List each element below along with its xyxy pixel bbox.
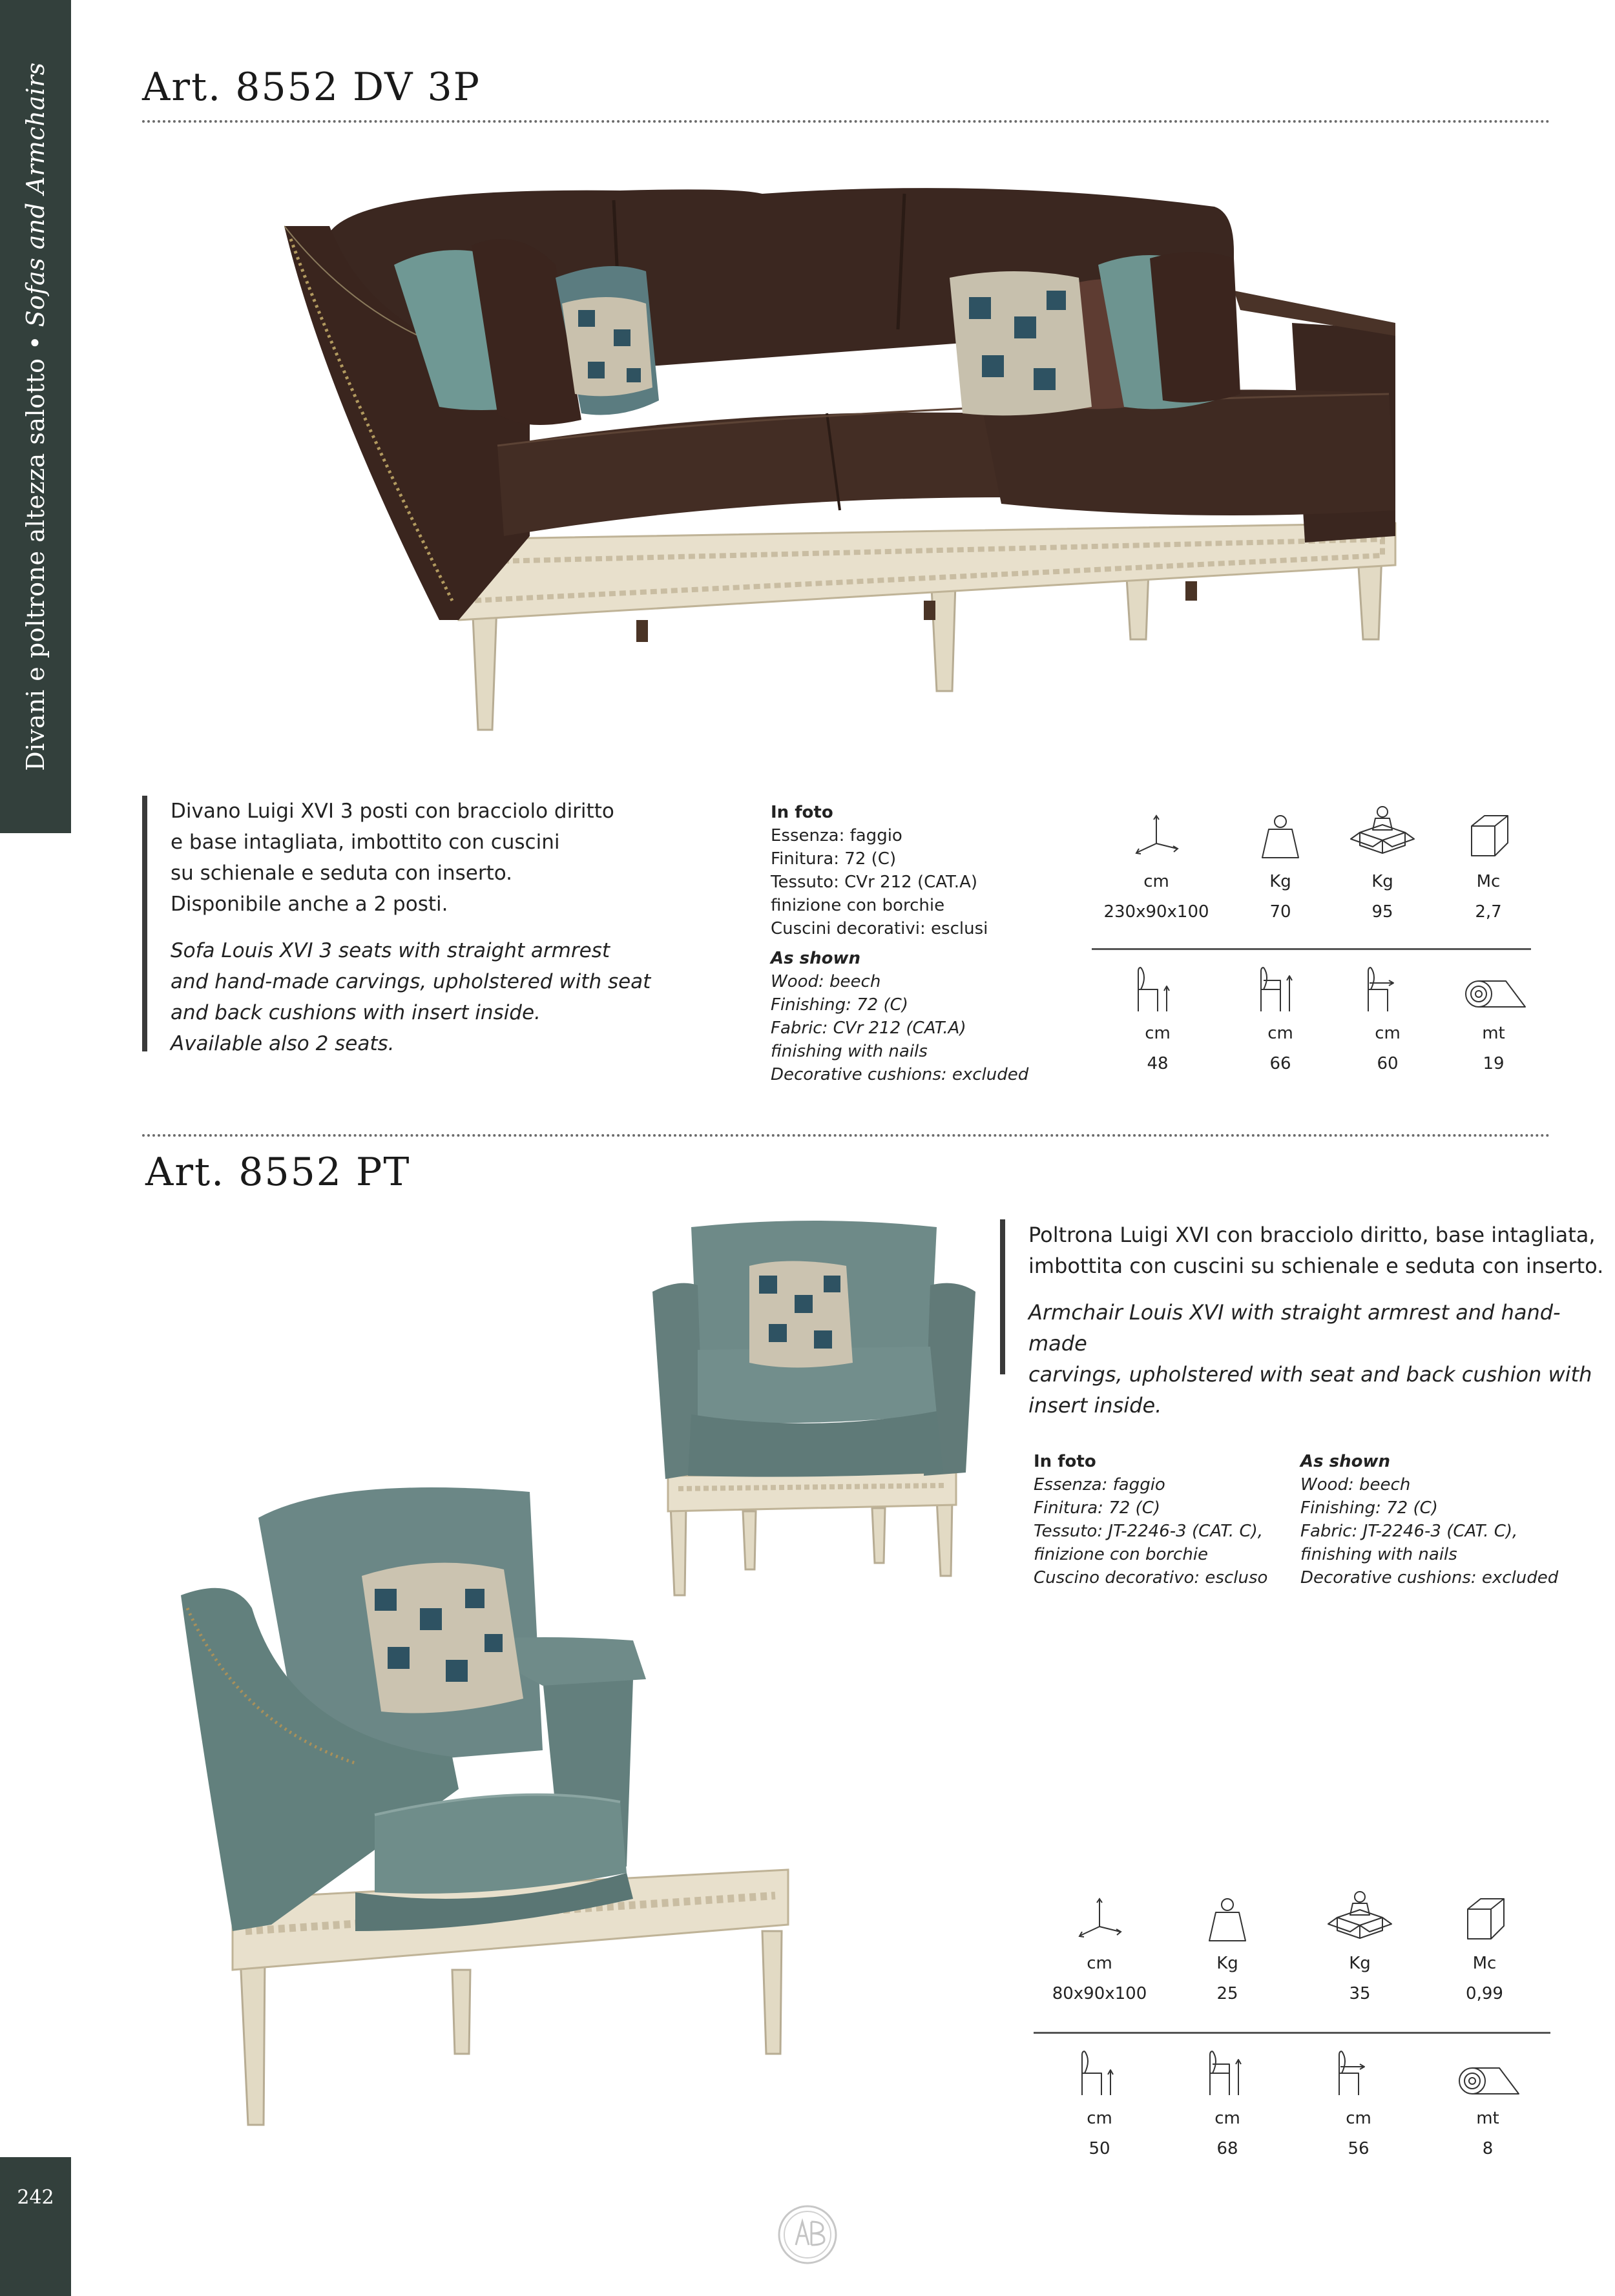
in-foto-line: Tessuto: CVr 212 (CAT.A)	[771, 873, 977, 892]
in-foto-line: Finitura: 72 (C)	[771, 849, 897, 869]
seat-depth-icon	[1362, 964, 1413, 1015]
seat-depth-icon	[1333, 2047, 1384, 2099]
in-foto-line: Cuscino decorativo: escluso	[1034, 1568, 1268, 1588]
page-number: 242	[17, 2186, 54, 2209]
as-shown-line: Wood: beech	[1300, 1475, 1411, 1494]
as-shown-line: Finishing: 72 (C)	[771, 995, 908, 1015]
spec-unit: cm	[1214, 2109, 1240, 2128]
spec-divider	[1092, 948, 1531, 950]
armchair-in-foto	[1034, 1450, 1267, 1589]
spec-unit: Kg	[1269, 872, 1291, 891]
armchair-as-shown	[1300, 1450, 1558, 1589]
net-weight-icon	[1255, 812, 1306, 864]
spec-unit: cm	[1145, 1024, 1171, 1043]
armchair-desc-it-1: Poltrona Luigi XVI con bracciolo diritto, base intagliata,	[1028, 1223, 1596, 1247]
sofa-as-shown	[771, 947, 1028, 1086]
spec-value: 70	[1269, 902, 1291, 922]
spec-unit: cm	[1143, 872, 1169, 891]
spec-unit: cm	[1267, 1024, 1293, 1043]
section-label-it: Divani e poltrone altezza salotto •	[21, 327, 50, 771]
spec-value: 50	[1089, 2139, 1110, 2158]
arm-height-icon	[1255, 964, 1306, 1015]
volume-icon	[1459, 1894, 1510, 1945]
spec-value: 8	[1482, 2139, 1494, 2158]
sofa-desc-en-1: Sofa Louis XVI 3 seats with straight armrest	[171, 939, 610, 962]
as-shown-line: Fabric: CVr 212 (CAT.A)	[771, 1019, 966, 1038]
in-foto-heading: In foto	[771, 803, 833, 822]
sofa-photo	[284, 174, 1421, 749]
volume-icon	[1463, 811, 1514, 862]
sofa-desc-en-4: Available also 2 seats.	[171, 1032, 395, 1055]
section-label-en: Sofas and Armchairs	[21, 62, 50, 327]
spec-unit: cm	[1375, 1024, 1401, 1043]
brand-seal-icon	[775, 2202, 840, 2267]
net-weight-icon	[1202, 1896, 1253, 1947]
as-shown-line: Wood: beech	[771, 972, 881, 991]
spec-unit: cm	[1087, 2109, 1112, 2128]
armchair-desc-en-1: Armchair Louis XVI with straight armrest and hand-made	[1028, 1300, 1561, 1356]
in-foto-line: Cuscini decorativi: esclusi	[771, 919, 988, 938]
as-shown-line: finishing with nails	[1300, 1545, 1457, 1564]
fabric-roll-icon	[1458, 967, 1529, 1019]
spec-unit: mt	[1476, 2109, 1499, 2128]
dotted-divider	[142, 120, 1550, 123]
as-shown-heading: As shown	[1300, 1452, 1391, 1471]
spec-value: 25	[1216, 1984, 1238, 2003]
spec-unit: mt	[1482, 1024, 1505, 1043]
sofa-desc-en-3: and back cushions with insert inside.	[171, 1001, 541, 1024]
sofa-in-foto	[771, 801, 988, 940]
spec-unit: Kg	[1349, 1954, 1371, 1973]
spec-unit: cm	[1087, 1954, 1112, 1973]
as-shown-line: Decorative cushions: excluded	[1300, 1568, 1559, 1588]
sofa-description	[142, 796, 651, 1055]
sofa-desc-it-2: e base intagliata, imbottito con cuscini	[171, 831, 560, 854]
in-foto-line: Essenza: faggio	[1034, 1475, 1165, 1494]
spec-unit: Mc	[1476, 872, 1501, 891]
gross-weight-icon	[1324, 1889, 1395, 1941]
spec-value: 95	[1371, 902, 1393, 922]
armchair-description	[1000, 1219, 1615, 1418]
sofa-desc-it-1: Divano Luigi XVI 3 posti con bracciolo diritto	[171, 800, 614, 823]
spec-value: 230x90x100	[1103, 902, 1209, 922]
in-foto-line: Essenza: faggio	[771, 826, 902, 845]
in-foto-line: finizione con borchie	[771, 896, 945, 915]
dimensions-icon	[1074, 1896, 1125, 1947]
armchair-title: Art. 8552 PT	[145, 1150, 411, 1195]
sofa-desc-it-4: Disponibile anche a 2 posti.	[171, 893, 448, 916]
spec-divider	[1034, 2032, 1550, 2034]
in-foto-line: finizione con borchie	[1034, 1545, 1209, 1564]
arm-height-icon	[1203, 2047, 1255, 2099]
spec-value: 0,99	[1466, 1984, 1503, 2003]
spec-value: 48	[1147, 1054, 1169, 1073]
dimensions-icon	[1130, 812, 1182, 864]
page-number-band	[0, 2157, 71, 2296]
as-shown-line: Finishing: 72 (C)	[1300, 1498, 1438, 1518]
as-shown-heading: As shown	[771, 949, 861, 968]
spec-value: 80x90x100	[1052, 1984, 1147, 2003]
spec-value: 68	[1216, 2139, 1238, 2158]
in-foto-line: Tessuto: JT-2246-3 (CAT. C),	[1034, 1522, 1264, 1541]
armchair-desc-en-2: carvings, upholstered with seat and back cushion with	[1028, 1362, 1592, 1387]
in-foto-line: Finitura: 72 (C)	[1034, 1498, 1160, 1518]
spec-unit: cm	[1346, 2109, 1371, 2128]
spec-value: 60	[1377, 1054, 1399, 1073]
spec-value: 56	[1348, 2139, 1370, 2158]
sofa-desc-en-2: and hand-made carvings, upholstered with seat	[171, 970, 651, 993]
sofa-desc-it-3: su schienale e seduta con inserto.	[171, 862, 513, 885]
spec-value: 2,7	[1475, 902, 1502, 922]
spec-value: 35	[1349, 1984, 1371, 2003]
spec-value: 19	[1483, 1054, 1505, 1073]
fabric-roll-icon	[1452, 2054, 1523, 2105]
spec-unit: Mc	[1472, 1954, 1497, 1973]
armchair-desc-en-3: insert inside.	[1028, 1393, 1162, 1418]
armchair-photo-main	[181, 1479, 820, 2131]
as-shown-line: Fabric: JT-2246-3 (CAT. C),	[1300, 1522, 1518, 1541]
dotted-divider	[142, 1134, 1550, 1137]
as-shown-line: finishing with nails	[771, 1042, 928, 1061]
spec-unit: Kg	[1216, 1954, 1238, 1973]
sofa-title: Art. 8552 DV 3P	[142, 65, 481, 110]
as-shown-line: Decorative cushions: excluded	[771, 1065, 1029, 1084]
seat-height-icon	[1076, 2047, 1127, 2099]
gross-weight-icon	[1347, 804, 1418, 856]
section-label	[21, 62, 50, 771]
armchair-desc-it-2: imbottita con cuscini su schienale e seduta con inserto.	[1028, 1254, 1604, 1278]
in-foto-heading: In foto	[1034, 1452, 1096, 1471]
spec-value: 66	[1269, 1054, 1291, 1073]
seat-height-icon	[1132, 964, 1183, 1015]
spec-unit: Kg	[1371, 872, 1393, 891]
